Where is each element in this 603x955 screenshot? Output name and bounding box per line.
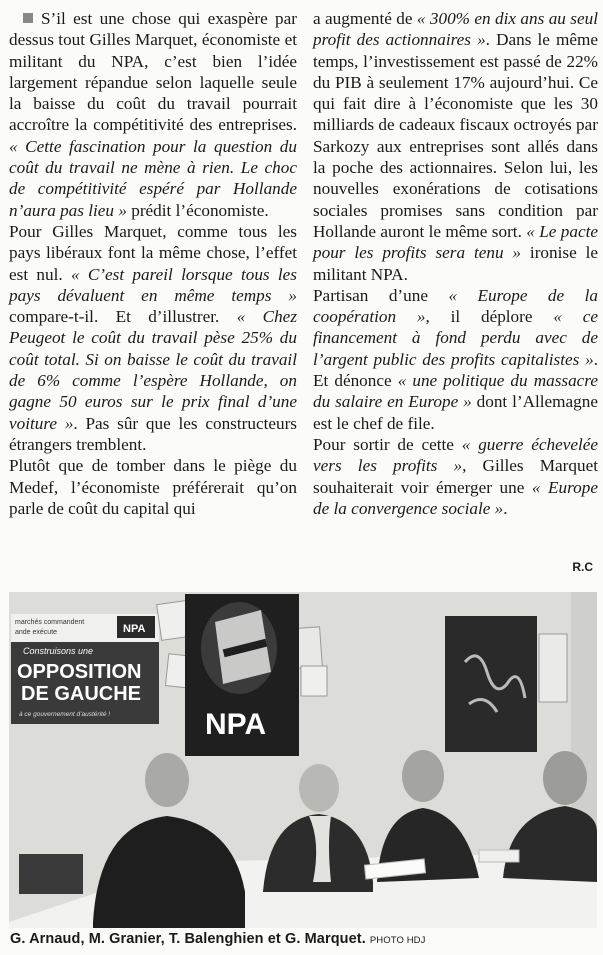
photo-caption: [10, 931, 600, 947]
poster-topline: ande exécute: [15, 629, 58, 636]
bullet-square-icon: [23, 13, 33, 23]
paragraph: Partisan d’une « Europe de la coopération », il déplore « ce financement à fond perdu avec de l’argent public des profits capitalistes ». Et dénonce « une politique du massacre du salaire en Europe » dont l’Allemagne est le chef de file.: [313, 285, 598, 433]
poster-badge: NPA: [123, 623, 146, 635]
author-signature: R.C: [572, 560, 593, 574]
paragraph: Plutôt que de tomber dans le piège du Medef, l’économiste préférerait qu’on parle de coût du capital qui: [9, 456, 297, 518]
paragraph: Pour sortir de cette « guerre échevelée vers les profits », Gilles Marquet souhaiterait voir émerger une « Europe de la convergence sociale ».: [313, 434, 598, 518]
npa-poster: [185, 594, 299, 756]
poster-line: Construisons une: [23, 646, 94, 656]
poster-line: à ce gouvernement d’austérité !: [19, 711, 111, 718]
poster-line: DE GAUCHE: [21, 683, 142, 705]
paragraph: Pour Gilles Marquet, comme tous les pays libéraux font la même chose, l’effet est nul. « C’est pareil lorsque tous les pays dévaluent en même temps » compare-t-il. Et d’illustrer. « Chez Peugeot le coût du travail pèse 25% du coût total. Si on baisse le coût du travail de 6% comme l’espère Hollande, on gagne 50 euros sur le prix final d’une voiture ». Pas sûr que les constructeurs étrangers tremblent.: [9, 221, 298, 454]
press-photo: [9, 592, 597, 928]
article-column-left: [9, 8, 297, 519]
poster-topline: marchés commandent: [15, 619, 85, 626]
paragraph: a augmenté de « 300% en dix ans au seul profit des actionnaires ». Dans le même temps, l’investissement est passé de 22% du PIB à seulement 17% aujourd’hui. Ce qui fait dire à l’économiste que les 30 milliards de cadeaux fiscaux octroyés par Sarkozy aux entreprises sont allés dans la poche des actionnaires. Selon lui, les nouvelles exonérations de cotisations sociales promises sans condition par Hollande auront le même sort. « Le pacte pour les profits sera tenu » ironise le militant NPA.: [313, 9, 598, 284]
press-photo-illustration: [9, 592, 597, 928]
article-column-right: [313, 8, 598, 519]
caption-names: G. Arnaud, M. Granier, T. Balenghien et G. Marquet.: [10, 931, 366, 947]
photo-credit: PHOTO HDJ: [369, 935, 426, 946]
paragraph: S’il est une chose qui exaspère par dessus tout Gilles Marquet, économiste et militant du NPA, c’est bien l’idée largement répandue selon laquelle seule la baisse du coût du travail pourrait accroître la compétitivité des entreprises. « Cette fascination pour la question du coût du travail ne mène à rien. Le choc de compétitivité espéré par Hollande n’aura pas lieu » prédit l’économiste.: [9, 9, 297, 220]
poster-line: OPPOSITION: [17, 661, 142, 683]
poster-logo: NPA: [205, 708, 267, 741]
opposition-poster: [11, 614, 159, 724]
